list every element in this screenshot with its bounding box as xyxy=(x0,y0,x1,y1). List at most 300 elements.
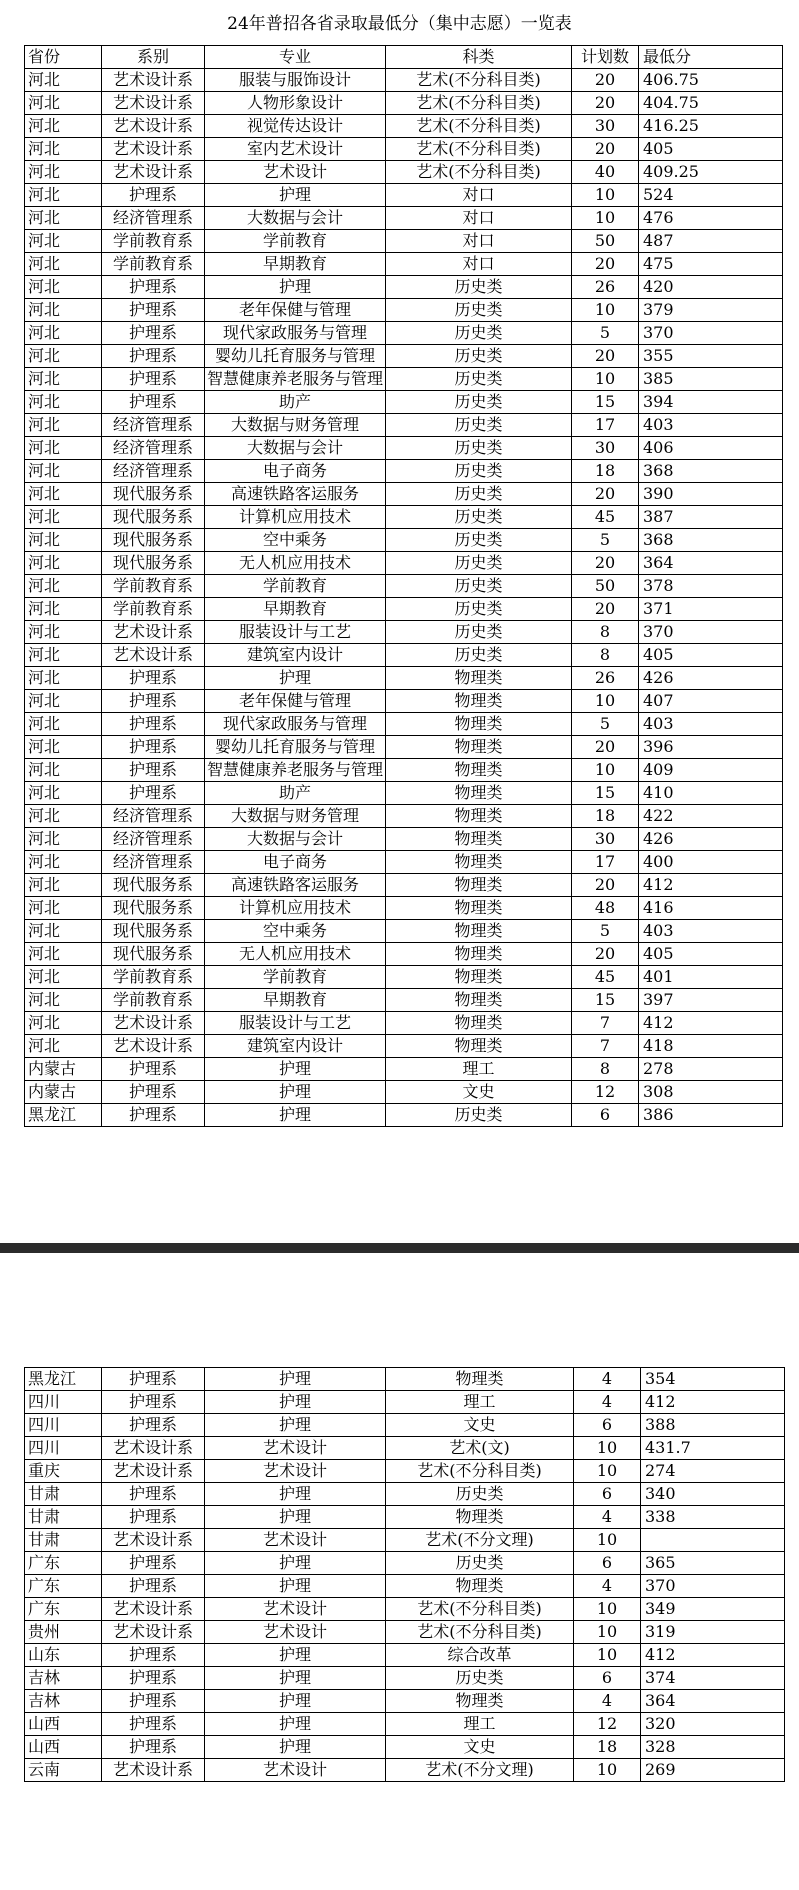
province-cell: 黑龙江 xyxy=(25,1368,102,1391)
province-cell: 河北 xyxy=(25,299,102,322)
province-cell: 四川 xyxy=(25,1414,102,1437)
category-cell: 艺术(不分科目类) xyxy=(386,115,572,138)
plan-count-cell: 6 xyxy=(574,1667,641,1690)
plan-count-cell: 4 xyxy=(574,1690,641,1713)
major-cell: 婴幼儿托育服务与管理 xyxy=(205,736,386,759)
province-cell: 甘肃 xyxy=(25,1483,102,1506)
category-cell: 物理类 xyxy=(386,897,572,920)
plan-count-cell: 20 xyxy=(572,598,639,621)
plan-count-cell: 40 xyxy=(572,161,639,184)
province-cell: 广东 xyxy=(25,1552,102,1575)
category-cell: 历史类 xyxy=(386,1104,572,1127)
plan-count-cell: 10 xyxy=(574,1460,641,1483)
table-row xyxy=(25,805,783,828)
department-cell: 护理系 xyxy=(102,1667,205,1690)
plan-count-cell: 5 xyxy=(572,713,639,736)
category-cell: 艺术(不分科目类) xyxy=(386,69,572,92)
header-category-cell: 科类 xyxy=(386,46,572,69)
min-score-cell: 409 xyxy=(639,759,783,782)
department-cell: 护理系 xyxy=(102,713,205,736)
province-cell: 河北 xyxy=(25,460,102,483)
category-cell: 历史类 xyxy=(386,575,572,598)
province-cell: 河北 xyxy=(25,805,102,828)
major-cell: 护理 xyxy=(205,184,386,207)
plan-count-cell: 15 xyxy=(572,782,639,805)
min-score-cell: 524 xyxy=(639,184,783,207)
table-row xyxy=(25,161,783,184)
table-row xyxy=(25,69,783,92)
province-cell: 河北 xyxy=(25,414,102,437)
header-department-cell: 系别 xyxy=(102,46,205,69)
plan-count-cell: 17 xyxy=(572,851,639,874)
major-cell: 学前教育 xyxy=(205,575,386,598)
category-cell: 历史类 xyxy=(386,322,572,345)
plan-count-cell: 8 xyxy=(572,644,639,667)
plan-count-cell: 6 xyxy=(574,1552,641,1575)
category-cell: 艺术(不分科目类) xyxy=(386,1460,574,1483)
min-score-cell: 364 xyxy=(639,552,783,575)
category-cell: 艺术(不分科目类) xyxy=(386,138,572,161)
min-score-cell: 409.25 xyxy=(639,161,783,184)
category-cell: 历史类 xyxy=(386,552,572,575)
department-cell: 艺术设计系 xyxy=(102,1035,205,1058)
plan-count-cell: 10 xyxy=(574,1644,641,1667)
department-cell: 艺术设计系 xyxy=(102,1529,205,1552)
min-score-cell: 387 xyxy=(639,506,783,529)
province-cell: 广东 xyxy=(25,1575,102,1598)
min-score-cell: 388 xyxy=(641,1414,785,1437)
plan-count-cell: 20 xyxy=(572,483,639,506)
plan-count-cell: 4 xyxy=(574,1506,641,1529)
min-score-cell: 410 xyxy=(639,782,783,805)
province-cell: 河北 xyxy=(25,989,102,1012)
table-row xyxy=(25,1437,785,1460)
province-cell: 云南 xyxy=(25,1759,102,1782)
plan-count-cell: 15 xyxy=(572,989,639,1012)
province-cell: 四川 xyxy=(25,1437,102,1460)
min-score-cell: 475 xyxy=(639,253,783,276)
min-score-cell: 370 xyxy=(639,621,783,644)
major-cell: 建筑室内设计 xyxy=(205,1035,386,1058)
plan-count-cell: 17 xyxy=(572,414,639,437)
min-score-cell: 319 xyxy=(641,1621,785,1644)
min-score-cell: 385 xyxy=(639,368,783,391)
category-cell: 物理类 xyxy=(386,989,572,1012)
table-row xyxy=(25,1506,785,1529)
table-row xyxy=(25,851,783,874)
department-cell: 艺术设计系 xyxy=(102,138,205,161)
category-cell: 物理类 xyxy=(386,1575,574,1598)
major-cell: 护理 xyxy=(205,667,386,690)
plan-count-cell: 7 xyxy=(572,1012,639,1035)
department-cell: 艺术设计系 xyxy=(102,1598,205,1621)
department-cell: 学前教育系 xyxy=(102,966,205,989)
department-cell: 艺术设计系 xyxy=(102,1012,205,1035)
department-cell: 护理系 xyxy=(102,1736,205,1759)
plan-count-cell: 4 xyxy=(574,1368,641,1391)
major-cell: 服装设计与工艺 xyxy=(205,621,386,644)
department-cell: 现代服务系 xyxy=(102,920,205,943)
department-cell: 经济管理系 xyxy=(102,437,205,460)
plan-count-cell: 5 xyxy=(572,529,639,552)
plan-count-cell: 12 xyxy=(572,1081,639,1104)
category-cell: 物理类 xyxy=(386,713,572,736)
plan-count-cell: 8 xyxy=(572,621,639,644)
major-cell: 护理 xyxy=(205,1058,386,1081)
province-cell: 吉林 xyxy=(25,1667,102,1690)
major-cell: 助产 xyxy=(205,391,386,414)
department-cell: 护理系 xyxy=(102,1368,205,1391)
department-cell: 学前教育系 xyxy=(102,230,205,253)
min-score-cell: 420 xyxy=(639,276,783,299)
major-cell: 电子商务 xyxy=(205,851,386,874)
plan-count-cell: 6 xyxy=(572,1104,639,1127)
min-score-cell: 431.7 xyxy=(641,1437,785,1460)
major-cell: 早期教育 xyxy=(205,989,386,1012)
department-cell: 护理系 xyxy=(102,1483,205,1506)
province-cell: 山西 xyxy=(25,1713,102,1736)
plan-count-cell: 20 xyxy=(572,874,639,897)
department-cell: 经济管理系 xyxy=(102,207,205,230)
category-cell: 艺术(不分文理) xyxy=(386,1759,574,1782)
major-cell: 护理 xyxy=(205,1368,386,1391)
category-cell: 物理类 xyxy=(386,966,572,989)
province-cell: 内蒙古 xyxy=(25,1058,102,1081)
major-cell: 早期教育 xyxy=(205,598,386,621)
department-cell: 护理系 xyxy=(102,345,205,368)
table-row xyxy=(25,1644,785,1667)
table-row xyxy=(25,1012,783,1035)
plan-count-cell: 12 xyxy=(574,1713,641,1736)
table-row xyxy=(25,1460,785,1483)
plan-count-cell: 20 xyxy=(572,253,639,276)
province-cell: 甘肃 xyxy=(25,1529,102,1552)
table-row xyxy=(25,920,783,943)
min-score-cell: 328 xyxy=(641,1736,785,1759)
department-cell: 护理系 xyxy=(102,1575,205,1598)
min-score-cell: 364 xyxy=(641,1690,785,1713)
province-cell: 河北 xyxy=(25,644,102,667)
min-score-cell: 396 xyxy=(639,736,783,759)
category-cell: 文史 xyxy=(386,1736,574,1759)
major-cell: 高速铁路客运服务 xyxy=(205,874,386,897)
min-score-cell: 412 xyxy=(641,1644,785,1667)
major-cell: 大数据与财务管理 xyxy=(205,414,386,437)
table-row xyxy=(25,299,783,322)
table-row xyxy=(25,621,783,644)
min-score-cell: 405 xyxy=(639,138,783,161)
province-cell: 河北 xyxy=(25,667,102,690)
department-cell: 护理系 xyxy=(102,759,205,782)
department-cell: 护理系 xyxy=(102,1713,205,1736)
category-cell: 物理类 xyxy=(386,1368,574,1391)
major-cell: 计算机应用技术 xyxy=(205,506,386,529)
category-cell: 历史类 xyxy=(386,598,572,621)
province-cell: 河北 xyxy=(25,506,102,529)
header-min-score-cell: 最低分 xyxy=(639,46,783,69)
province-cell: 河北 xyxy=(25,115,102,138)
table-row xyxy=(25,966,783,989)
major-cell: 视觉传达设计 xyxy=(205,115,386,138)
department-cell: 学前教育系 xyxy=(102,989,205,1012)
province-cell: 河北 xyxy=(25,69,102,92)
province-cell: 河北 xyxy=(25,897,102,920)
major-cell: 助产 xyxy=(205,782,386,805)
province-cell: 河北 xyxy=(25,552,102,575)
major-cell: 学前教育 xyxy=(205,966,386,989)
min-score-cell: 476 xyxy=(639,207,783,230)
table-row xyxy=(25,1575,785,1598)
min-score-cell: 407 xyxy=(639,690,783,713)
department-cell: 现代服务系 xyxy=(102,483,205,506)
plan-count-cell: 30 xyxy=(572,828,639,851)
province-cell: 河北 xyxy=(25,598,102,621)
major-cell: 护理 xyxy=(205,1644,386,1667)
plan-count-cell: 10 xyxy=(574,1759,641,1782)
plan-count-cell: 18 xyxy=(572,805,639,828)
major-cell: 护理 xyxy=(205,1690,386,1713)
min-score-cell: 378 xyxy=(639,575,783,598)
department-cell: 学前教育系 xyxy=(102,575,205,598)
table-row xyxy=(25,368,783,391)
plan-count-cell: 5 xyxy=(572,920,639,943)
major-cell: 现代家政服务与管理 xyxy=(205,322,386,345)
category-cell: 物理类 xyxy=(386,667,572,690)
province-cell: 黑龙江 xyxy=(25,1104,102,1127)
department-cell: 现代服务系 xyxy=(102,943,205,966)
min-score-cell: 274 xyxy=(641,1460,785,1483)
major-cell: 计算机应用技术 xyxy=(205,897,386,920)
plan-count-cell: 10 xyxy=(572,207,639,230)
table-row xyxy=(25,322,783,345)
plan-count-cell: 10 xyxy=(574,1529,641,1552)
category-cell: 对口 xyxy=(386,253,572,276)
category-cell: 历史类 xyxy=(386,391,572,414)
category-cell: 历史类 xyxy=(386,276,572,299)
category-cell: 物理类 xyxy=(386,874,572,897)
major-cell: 婴幼儿托育服务与管理 xyxy=(205,345,386,368)
plan-count-cell: 10 xyxy=(572,690,639,713)
province-cell: 内蒙古 xyxy=(25,1081,102,1104)
table-row xyxy=(25,874,783,897)
department-cell: 护理系 xyxy=(102,1506,205,1529)
min-score-cell: 405 xyxy=(639,943,783,966)
department-cell: 现代服务系 xyxy=(102,552,205,575)
plan-count-cell: 10 xyxy=(572,299,639,322)
major-cell: 护理 xyxy=(205,1667,386,1690)
plan-count-cell: 45 xyxy=(572,506,639,529)
department-cell: 艺术设计系 xyxy=(102,1437,205,1460)
plan-count-cell: 18 xyxy=(574,1736,641,1759)
category-cell: 理工 xyxy=(386,1713,574,1736)
category-cell: 历史类 xyxy=(386,345,572,368)
min-score-cell: 401 xyxy=(639,966,783,989)
department-cell: 经济管理系 xyxy=(102,460,205,483)
category-cell: 艺术(不分科目类) xyxy=(386,92,572,115)
table-row xyxy=(25,1529,785,1552)
min-score-cell: 412 xyxy=(639,874,783,897)
table-row xyxy=(25,483,783,506)
province-cell: 河北 xyxy=(25,92,102,115)
major-cell: 无人机应用技术 xyxy=(205,943,386,966)
table-row xyxy=(25,1736,785,1759)
table-row xyxy=(25,1621,785,1644)
category-cell: 文史 xyxy=(386,1081,572,1104)
category-cell: 艺术(不分科目类) xyxy=(386,1598,574,1621)
min-score-cell: 416.25 xyxy=(639,115,783,138)
min-score-cell: 340 xyxy=(641,1483,785,1506)
table-row xyxy=(25,391,783,414)
plan-count-cell: 7 xyxy=(572,1035,639,1058)
department-cell: 护理系 xyxy=(102,1391,205,1414)
table-row xyxy=(25,1690,785,1713)
major-cell: 艺术设计 xyxy=(205,1529,386,1552)
department-cell: 护理系 xyxy=(102,1104,205,1127)
header-province-cell: 省份 xyxy=(25,46,102,69)
table-row xyxy=(25,345,783,368)
department-cell: 护理系 xyxy=(102,1552,205,1575)
plan-count-cell: 18 xyxy=(572,460,639,483)
admission-table-bottom xyxy=(24,1367,785,1782)
province-cell: 河北 xyxy=(25,966,102,989)
province-cell: 河北 xyxy=(25,184,102,207)
category-cell: 物理类 xyxy=(386,736,572,759)
province-cell: 河北 xyxy=(25,161,102,184)
category-cell: 历史类 xyxy=(386,506,572,529)
department-cell: 学前教育系 xyxy=(102,253,205,276)
category-cell: 物理类 xyxy=(386,782,572,805)
category-cell: 物理类 xyxy=(386,828,572,851)
major-cell: 空中乘务 xyxy=(205,920,386,943)
department-cell: 护理系 xyxy=(102,782,205,805)
min-score-cell: 370 xyxy=(639,322,783,345)
plan-count-cell: 6 xyxy=(574,1414,641,1437)
province-cell: 河北 xyxy=(25,322,102,345)
plan-count-cell: 20 xyxy=(572,345,639,368)
province-cell: 河北 xyxy=(25,782,102,805)
category-cell: 历史类 xyxy=(386,460,572,483)
admission-table-top xyxy=(24,45,783,1127)
category-cell: 理工 xyxy=(386,1058,572,1081)
category-cell: 对口 xyxy=(386,230,572,253)
min-score-cell: 390 xyxy=(639,483,783,506)
min-score-cell: 405 xyxy=(639,644,783,667)
major-cell: 护理 xyxy=(205,1736,386,1759)
province-cell: 河北 xyxy=(25,874,102,897)
department-cell: 艺术设计系 xyxy=(102,161,205,184)
plan-count-cell: 15 xyxy=(572,391,639,414)
table-row xyxy=(25,1414,785,1437)
plan-count-cell: 50 xyxy=(572,575,639,598)
min-score-cell: 403 xyxy=(639,713,783,736)
department-cell: 艺术设计系 xyxy=(102,1621,205,1644)
table-row xyxy=(25,1081,783,1104)
province-cell: 河北 xyxy=(25,138,102,161)
plan-count-cell: 10 xyxy=(574,1621,641,1644)
major-cell: 老年保健与管理 xyxy=(205,690,386,713)
major-cell: 人物形象设计 xyxy=(205,92,386,115)
department-cell: 护理系 xyxy=(102,1414,205,1437)
table-row xyxy=(25,460,783,483)
table-row xyxy=(25,184,783,207)
table-row xyxy=(25,115,783,138)
table-row xyxy=(25,1759,785,1782)
category-cell: 历史类 xyxy=(386,483,572,506)
category-cell: 历史类 xyxy=(386,1483,574,1506)
category-cell: 理工 xyxy=(386,1391,574,1414)
table-row xyxy=(25,598,783,621)
min-score-cell: 386 xyxy=(639,1104,783,1127)
table-row xyxy=(25,1058,783,1081)
province-cell: 河北 xyxy=(25,736,102,759)
table-row xyxy=(25,828,783,851)
major-cell: 护理 xyxy=(205,1391,386,1414)
table-row xyxy=(25,529,783,552)
major-cell: 智慧健康养老服务与管理 xyxy=(205,368,386,391)
province-cell: 河北 xyxy=(25,391,102,414)
table-row xyxy=(25,989,783,1012)
min-score-cell: 412 xyxy=(641,1391,785,1414)
plan-count-cell: 4 xyxy=(574,1391,641,1414)
major-cell: 护理 xyxy=(205,1104,386,1127)
department-cell: 护理系 xyxy=(102,667,205,690)
department-cell: 经济管理系 xyxy=(102,805,205,828)
department-cell: 护理系 xyxy=(102,391,205,414)
province-cell: 河北 xyxy=(25,621,102,644)
major-cell: 建筑室内设计 xyxy=(205,644,386,667)
category-cell: 对口 xyxy=(386,184,572,207)
category-cell: 历史类 xyxy=(386,644,572,667)
major-cell: 空中乘务 xyxy=(205,529,386,552)
department-cell: 护理系 xyxy=(102,368,205,391)
table-row xyxy=(25,690,783,713)
min-score-cell: 320 xyxy=(641,1713,785,1736)
major-cell: 大数据与财务管理 xyxy=(205,805,386,828)
department-cell: 现代服务系 xyxy=(102,529,205,552)
province-cell: 四川 xyxy=(25,1391,102,1414)
table-row xyxy=(25,1104,783,1127)
category-cell: 历史类 xyxy=(386,414,572,437)
plan-count-cell: 50 xyxy=(572,230,639,253)
province-cell: 河北 xyxy=(25,575,102,598)
table-row xyxy=(25,897,783,920)
province-cell: 河北 xyxy=(25,207,102,230)
min-score-cell: 354 xyxy=(641,1368,785,1391)
department-cell: 护理系 xyxy=(102,690,205,713)
min-score-cell: 338 xyxy=(641,1506,785,1529)
province-cell: 河北 xyxy=(25,368,102,391)
major-cell: 高速铁路客运服务 xyxy=(205,483,386,506)
department-cell: 艺术设计系 xyxy=(102,92,205,115)
plan-count-cell: 20 xyxy=(572,552,639,575)
plan-count-cell: 26 xyxy=(572,667,639,690)
category-cell: 物理类 xyxy=(386,851,572,874)
min-score-cell: 406 xyxy=(639,437,783,460)
department-cell: 护理系 xyxy=(102,322,205,345)
plan-count-cell: 8 xyxy=(572,1058,639,1081)
department-cell: 护理系 xyxy=(102,1081,205,1104)
province-cell: 河北 xyxy=(25,690,102,713)
major-cell: 艺术设计 xyxy=(205,1437,386,1460)
table-row xyxy=(25,92,783,115)
province-cell: 河北 xyxy=(25,529,102,552)
min-score-cell: 355 xyxy=(639,345,783,368)
province-cell: 河北 xyxy=(25,253,102,276)
major-cell: 艺术设计 xyxy=(205,161,386,184)
min-score-cell: 487 xyxy=(639,230,783,253)
category-cell: 物理类 xyxy=(386,759,572,782)
province-cell: 河北 xyxy=(25,1012,102,1035)
